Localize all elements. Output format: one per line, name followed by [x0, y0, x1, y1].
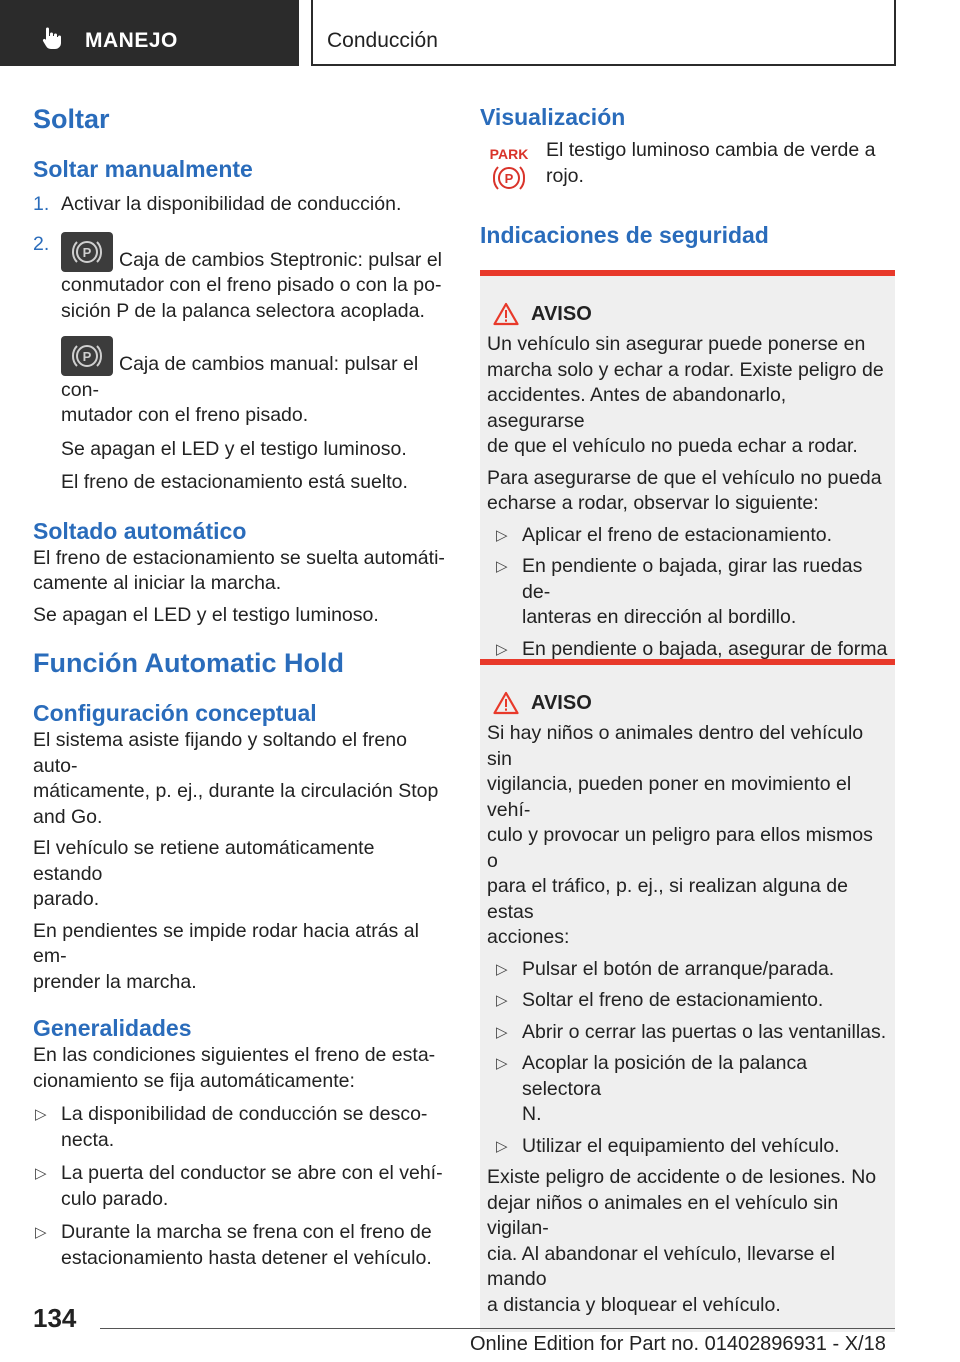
heading-soltado-automatico: Soltado automático: [33, 517, 247, 544]
brake-released-text: El freno de estacionamiento está suelto.: [61, 471, 408, 493]
triangle-bullet-icon: ▷: [496, 558, 508, 575]
footer-divider: [100, 1328, 895, 1329]
list-item: ▷ Durante la marcha se frena con el freno de estacionamiento hasta detener el vehículo.: [35, 1221, 432, 1269]
heading-automatic-hold: Función Automatic Hold: [33, 648, 344, 678]
svg-text:P: P: [82, 244, 92, 260]
triangle-bullet-icon: ▷: [496, 1137, 508, 1155]
park-indicator-row: [480, 138, 895, 196]
auto-led: Se apagan el LED y el testigo luminoso.: [33, 603, 379, 626]
svg-text:PARK: PARK: [489, 146, 529, 162]
svg-text:P: P: [504, 171, 514, 186]
list-item: ▷ Acoplar la posición de la palanca selectora N.: [496, 1052, 808, 1125]
list-item: ▷ Utilizar el equipamiento del vehículo.: [494, 1134, 888, 1160]
triangle-bullet-icon: ▷: [496, 992, 508, 1009]
triangle-bullet-icon: ▷: [496, 526, 508, 544]
warning-box: AVISO Si hay niños o animales dentro del vehículo sin vigilancia, pueden poner en movimiento el vehí- culo y provocar un peligro para ellos mismos o para el tráfico, p. ej., si realizan alguna de estas acciones: ▷ Pulsar el botón de arranque/parada. ▷ Soltar el freno de estacionamiento. ▷ Abrir o cerrar las puertas o las ventanillas. ▷ Acoplar la posición de la palanca selectora N. ▷ Utilizar el equipamiento del vehículo. Existe peligro de accidente o de lesiones. No dejar niños o animales en el vehículo sin vigilan- cia. Al abandonar el vehículo, llevarse el mando a distancia y bloquear el vehículo.: [480, 659, 895, 1332]
triangle-bullet-icon: ▷: [496, 1023, 508, 1041]
chapter-title: Conducción: [327, 29, 438, 52]
page-number: 134: [33, 1303, 77, 1333]
step-2: [33, 232, 448, 496]
concept-1a: El sistema asiste fijando y soltando el freno auto-: [33, 729, 407, 777]
concept-1b: máticamente, p. ej., durante la circulación Stop: [33, 780, 439, 802]
list-item: ▷ En pendiente o bajada, girar las ruedas de- lanteras en dirección al bordillo.: [496, 555, 863, 628]
warning-title: AVISO: [531, 692, 592, 714]
concept-3b: prender la marcha.: [33, 970, 197, 993]
triangle-bullet-icon: ▷: [35, 1224, 47, 1241]
hand-pointer-icon: [40, 26, 64, 50]
edition-text: Online Edition for Part no. 01402896931 - X/18: [470, 1333, 886, 1355]
concept-2a: El vehículo se retiene automáticamente estando: [33, 837, 375, 885]
heading-soltar: Soltar: [33, 104, 110, 134]
step-text: Activar la disponibilidad de conducción.: [61, 193, 402, 215]
chapter-tab: [311, 0, 896, 66]
step2-line3: sición P de la palanca selectora acoplada.: [61, 299, 425, 322]
list-item: ▷ Soltar el freno de estacionamiento.: [494, 988, 888, 1014]
step2-line2: conmutador con el freno pisado o con la po-: [61, 274, 442, 296]
warning-box: AVISO Un vehículo sin asegurar puede ponerse en marcha solo y echar a rodar. Existe peligro de accidentes. Antes de abandonarlo, asegurarse de que el vehículo no pueda echar a rodar. Para asegurarse de que el vehículo no pueda echarse a rodar, observar lo siguiente: ▷ Aplicar el freno de estacionamiento. ▷ En pendiente o bajada, girar las ruedas de- lanteras en dirección al bordillo. ▷ En pendiente o bajada, asegurar de forma: [480, 270, 895, 702]
heading-soltar-manual: Soltar manualmente: [33, 156, 253, 182]
heading-configuracion: Configuración conceptual: [33, 700, 317, 726]
auto-line1: El freno de estacionamiento se suelta automáti-: [33, 546, 445, 569]
auto-line2: camente al iniciar la marcha.: [33, 572, 282, 594]
triangle-bullet-icon: ▷: [35, 1165, 47, 1182]
step2-line1: Caja de cambios Steptronic: pulsar el: [119, 248, 442, 271]
led-off-text: Se apagan el LED y el testigo luminoso.: [61, 437, 407, 460]
step-number: 2.: [33, 232, 50, 255]
parking-brake-switch-icon: [61, 232, 113, 272]
concept-3a: En pendientes se impide rodar hacia atrás al em-: [33, 919, 419, 967]
right-column: [480, 100, 895, 250]
triangle-bullet-icon: ▷: [35, 1106, 47, 1123]
list-item: ▷ La disponibilidad de conducción se desco- necta.: [35, 1103, 428, 1151]
list-item: ▷ En pendiente o bajada, asegurar de forma: [494, 637, 888, 688]
concept-1c: and Go.: [33, 805, 103, 828]
triangle-bullet-icon: ▷: [496, 640, 508, 658]
manual-line1: Caja de cambios manual: pulsar el con-: [61, 353, 419, 401]
vis-line2: rojo.: [546, 164, 584, 187]
parking-brake-switch-icon: [61, 336, 113, 376]
triangle-bullet-icon: ▷: [496, 1055, 508, 1072]
list-item: ▷ La puerta del conductor se abre con el vehí- culo parado.: [35, 1162, 443, 1210]
manual-line2: mutador con el freno pisado.: [61, 404, 309, 426]
step-1: [33, 192, 448, 218]
list-item: ▷ Pulsar el botón de arranque/parada.: [494, 957, 888, 983]
warning-title: AVISO: [531, 303, 592, 325]
general-1b: cionamiento se fija automáticamente:: [33, 1069, 355, 1092]
step-number: 1.: [33, 193, 50, 215]
heading-generalidades: Generalidades: [33, 1015, 192, 1041]
section-title: MANEJO: [85, 29, 178, 52]
triangle-bullet-icon: ▷: [496, 960, 508, 978]
general-1a: En las condiciones siguientes el freno de esta-: [33, 1044, 436, 1066]
heading-seguridad: Indicaciones de seguridad: [480, 222, 769, 248]
concept-2b: parado.: [33, 888, 100, 910]
park-brake-indicator-icon: [486, 144, 532, 194]
heading-visualizacion: Visualización: [480, 104, 626, 130]
warning-triangle-icon: [493, 302, 519, 326]
vis-line1: El testigo luminoso cambia de verde a: [546, 139, 876, 161]
warning-triangle-icon: [493, 691, 519, 715]
svg-text:P: P: [82, 349, 92, 364]
page-header: [0, 0, 960, 66]
section-tab: [0, 0, 299, 66]
left-column: [33, 100, 448, 1271]
list-item: ▷ Abrir o cerrar las puertas o las ventanillas.: [494, 1020, 888, 1046]
list-item: ▷ Aplicar el freno de estacionamiento.: [494, 523, 888, 549]
